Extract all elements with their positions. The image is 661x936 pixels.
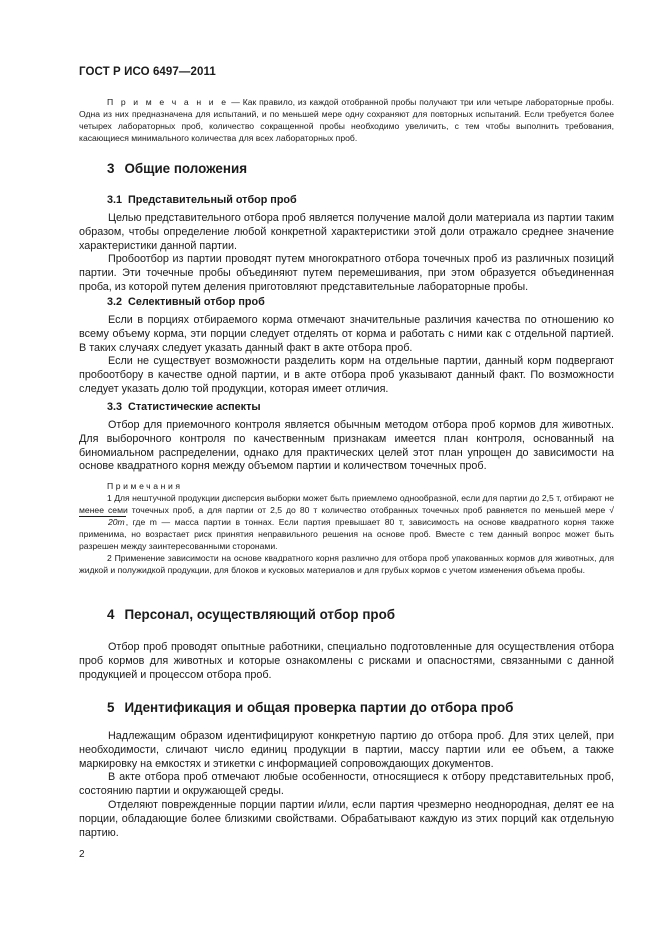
paragraph: Пробоотбор из партии проводят путем многократного отбора точечных проб из различных позиций партии. Эти точечные пробы объединяют путем перемешивания, при этом образуется объединенная проба, из которой путем деления приготовляют представительные лабораторные пробы. bbox=[79, 253, 614, 293]
section-4-body bbox=[79, 641, 614, 682]
paragraph: Если в порциях отбираемого корма отмечают значительные различия качества по отношению ко всему объему корма, эти порции следует отделять от корма и работать с ними как с отдельной партией. В таких случаях следует указать данный факт в акте отбора проб. bbox=[79, 314, 614, 354]
page-number: 2 bbox=[79, 849, 85, 860]
subsection-title: Статистические аспекты bbox=[128, 401, 261, 413]
section-title: Персонал, осуществляющий отбор проб bbox=[124, 607, 396, 622]
note-2: 2 Применение зависимости на основе квадратного корня различно для отбора проб упакованных кормов для животных, для жидкой и полужидкой продукции, для блоков и кусковых материалов и для грубых кормов с учетом изменения объема пробы. bbox=[79, 553, 614, 575]
section-number: 3 bbox=[107, 161, 115, 176]
section-number: 5 bbox=[107, 700, 115, 715]
section-title: Идентификация и общая проверка партии до отбора проб bbox=[124, 700, 514, 715]
subsection-3-3-heading bbox=[107, 401, 261, 413]
paragraph: Надлежащим образом идентифицируют конкретную партию до отбора проб. Для этих целей, при необходимости, сличают число единиц продукции в партии, массу партии или ее объем, а также маркировку на емкостях и этикетки с информацией сопровождающих документов. bbox=[79, 730, 614, 770]
subsection-title: Представительный отбор проб bbox=[128, 194, 297, 206]
subsection-3-2-heading bbox=[107, 296, 265, 308]
subsection-number: 3.1 bbox=[107, 194, 123, 206]
subsection-3-2-body bbox=[79, 314, 614, 397]
paragraph: Отделяют поврежденные порции партии и/или, если партия чрезмерно неоднородная, делят ее на порции, обладающие более близкими свойствами. Обрабатывают каждую из этих порций как отдельную партию. bbox=[79, 798, 614, 839]
top-note bbox=[79, 96, 614, 144]
paragraph: Если не существует возможности разделить корм на отдельные партии, данный корм подвергают пробоотбору в качестве одной партии, и в акте отбора проб указывают данный факт. По возможности следует указать долю той продукции, которая имеет отличия. bbox=[79, 355, 614, 395]
section-5-heading bbox=[107, 700, 513, 715]
section-5-body bbox=[79, 730, 614, 840]
section-4-heading bbox=[107, 607, 395, 622]
sqrt-expression: 20m bbox=[79, 516, 126, 527]
section-number: 4 bbox=[107, 607, 115, 622]
notes-title: Примечания bbox=[107, 481, 183, 491]
note-label: П р и м е ч а н и е bbox=[107, 97, 229, 107]
subsection-number: 3.3 bbox=[107, 401, 123, 413]
standard-header: ГОСТ Р ИСО 6497—2011 bbox=[79, 66, 216, 78]
paragraph: Отбор проб проводят опытные работники, специально подготовленные для осуществления отбора проб кормов для животных и которые ознакомлены с рисками и опасностями, связанными с данной продукцией и процессом отбора проб. bbox=[79, 641, 614, 681]
paragraph: В акте отбора проб отмечают любые особенности, относящиеся к отбору представительных проб, состоянию партии и окружающей среды. bbox=[79, 771, 614, 798]
subsection-3-1-body bbox=[79, 212, 614, 295]
notes-block bbox=[79, 480, 614, 576]
subsection-title: Селективный отбор проб bbox=[128, 296, 265, 308]
subsection-3-3-body bbox=[79, 419, 614, 474]
paragraph: Целью представительного отбора проб является получение малой доли материала из партии таким образом, чтобы определение любой конкретной характеристики этой доли отражало среднее значение характеристики данной партии. bbox=[79, 212, 614, 252]
subsection-3-1-heading bbox=[107, 194, 297, 206]
paragraph: Отбор для приемочного контроля является обычным методом отбора проб кормов для животных. Для выборочного контроля по качественным признакам имеется план контроля, основанный на биномиальном распределении, однако для практических целей этот план упрощен до зависимости на основе квадратного корня между объемом партии и количеством точечных проб. bbox=[79, 419, 614, 473]
note-text: — Как правило, из каждой отобранной пробы получают три или четыре лабораторные пробы. Одна из них предназначена для испытаний, и по меньшей мере одну сохраняют для повторных испытаний. Если требуется более четырех лабораторных проб, количество сокращенной пробы необходимо увеличить, с тем чтобы выполнить требования, касающиеся минимального количества для всех лабораторных проб. bbox=[79, 97, 614, 143]
note-1: 1 Для нештучной продукции дисперсия выборки может быть приемлемо однообразной, если для партии до 2,5 т, отбирают не менее семи точечных проб, а для партии от 2,5 до 80 т количество отобранных точечных проб равняется по меньшей мере √20m, где m — масса партии в тоннах. Если партия превышает 80 т, зависимость на основе квадратного корня также применима, но возрастает риск принятия неправильного решения на основе проб. Вместе с тем данный вопрос может быть разрешен между заинтересованными сторонами. bbox=[79, 493, 614, 551]
subsection-number: 3.2 bbox=[107, 296, 123, 308]
section-3-heading bbox=[107, 161, 247, 176]
section-title: Общие положения bbox=[124, 161, 248, 176]
